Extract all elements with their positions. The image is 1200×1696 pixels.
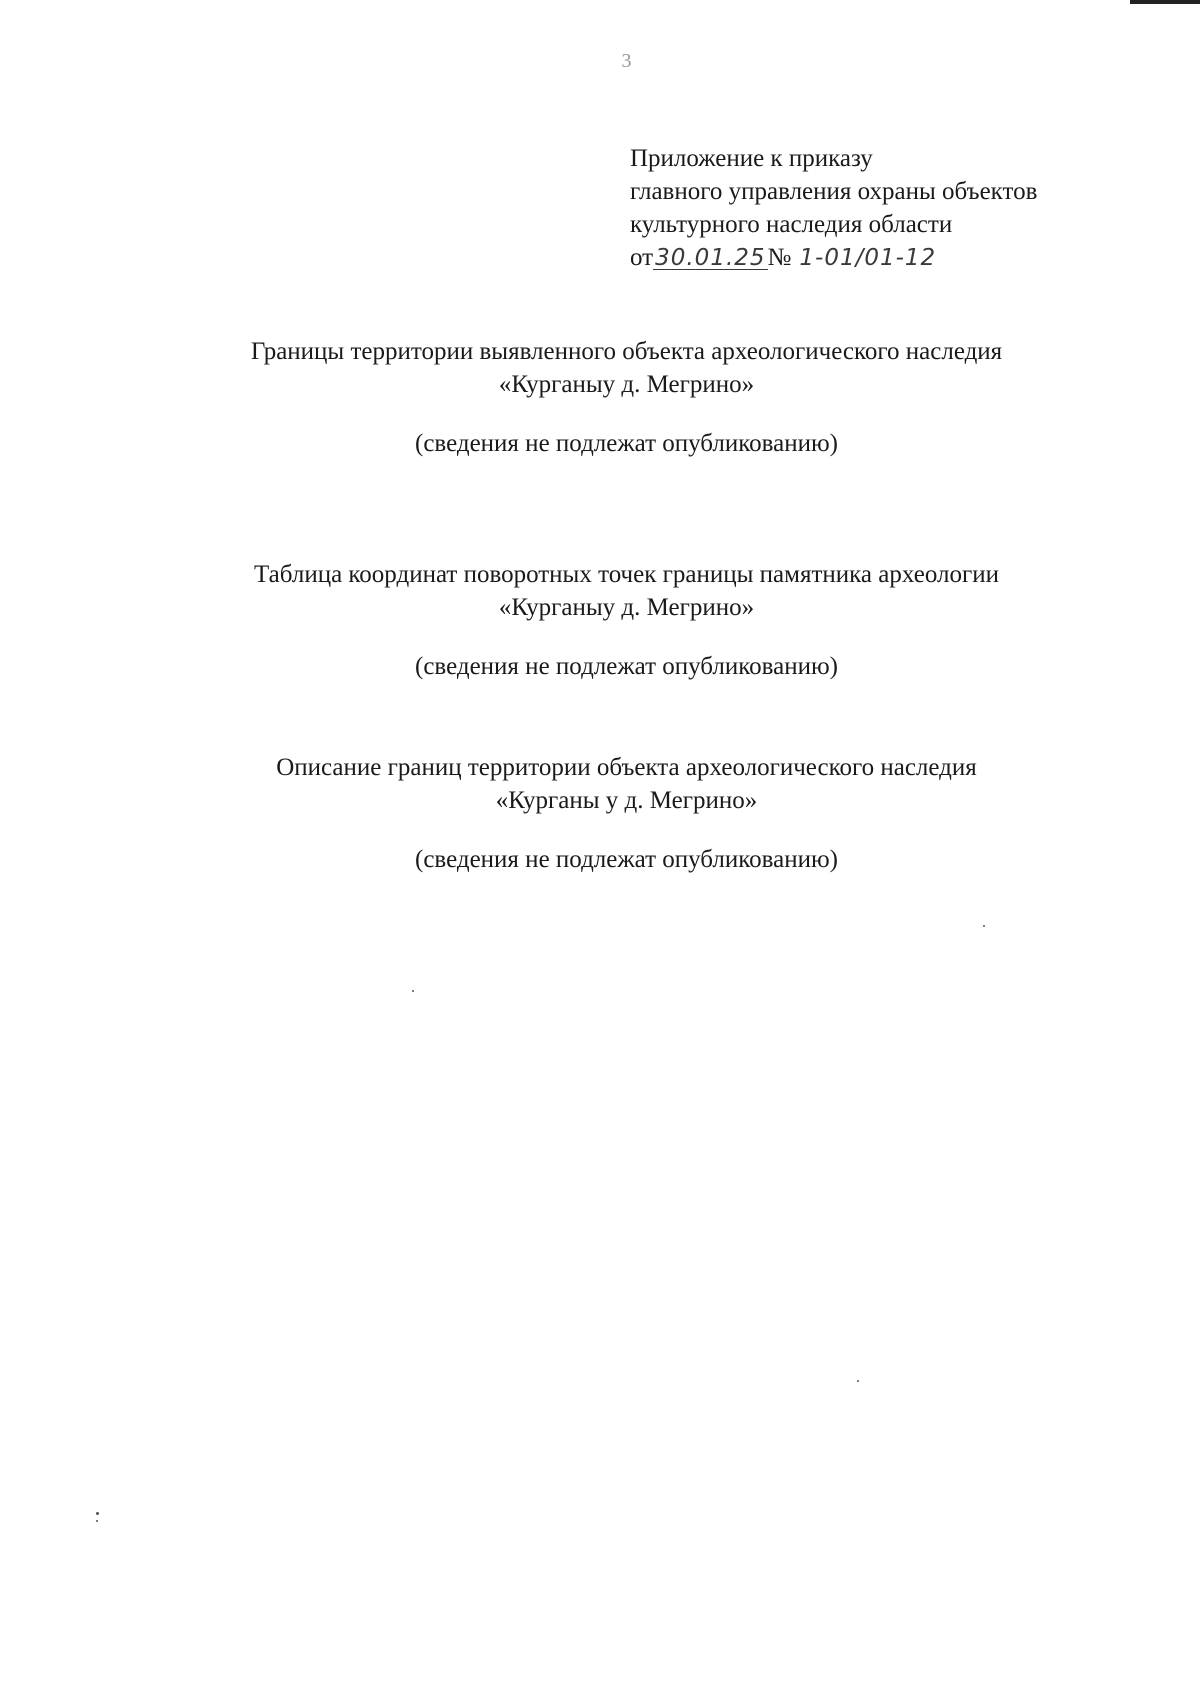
handwritten-order-date: 30.01.25 [655,245,766,271]
handwritten-order-number: 1-01/01-12 [799,245,937,271]
scan-edge-mark [1130,0,1200,4]
section-title: Таблица координат поворотных точек границы памятника археологии [254,561,999,588]
scan-speck [96,1512,99,1515]
from-label: от [630,244,654,271]
section-object-name: «Курганы у д. Мегрино» [495,787,758,814]
appendix-line-3: культурного наследия области [630,211,953,238]
section-boundaries [0,335,1200,460]
appendix-header [630,142,1150,275]
appendix-line-2: главного управления охраны объектов [630,178,1038,205]
section-coordinates-table [0,558,1200,683]
section-note: (сведения не подлежат опубликованию) [415,430,838,457]
scan-speck [96,1520,98,1522]
section-note: (сведения не подлежат опубликованию) [415,846,838,873]
appendix-line-1: Приложение к приказу [630,145,873,172]
scan-speck [412,990,414,992]
appendix-order-line [630,241,1150,275]
section-title: Границы территории выявленного объекта археологического наследия [250,338,1003,365]
section-title: Описание границ территории объекта археологического наследия [276,754,977,781]
number-label: № [767,244,792,271]
section-object-name: «Курганыу д. Мегрино» [498,371,755,398]
section-note: (сведения не подлежат опубликованию) [415,653,838,680]
page-number: 3 [621,50,632,72]
scan-speck [983,925,985,927]
section-boundary-description [0,751,1200,876]
scan-speck [857,1380,859,1382]
section-object-name: «Курганыу д. Мегрино» [498,594,755,621]
